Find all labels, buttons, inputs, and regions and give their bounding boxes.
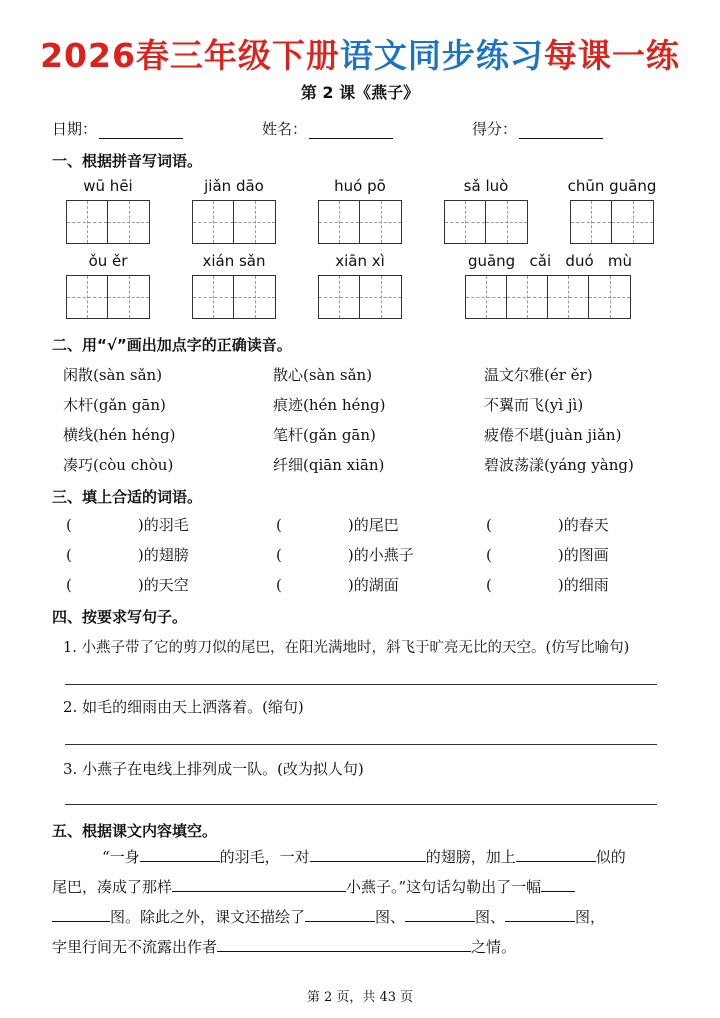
passage-text: 尾巴，凑成了那样 — [52, 878, 173, 896]
fill-word-suffix: 的春天 — [563, 516, 609, 534]
name-label: 姓名： — [262, 120, 308, 138]
page-title — [0, 30, 720, 77]
reading-item[interactable]: 不翼而飞(yì jì) — [484, 396, 584, 414]
passage-text: 图。除此之外，课文还描绘了 — [110, 908, 306, 926]
fill-word-suffix: 的小燕子 — [353, 546, 414, 564]
section-2-heading: 二、用“√”画出加点字的正确读音。 — [52, 336, 292, 354]
reading-item[interactable]: 疲倦不堪(juàn jiǎn) — [484, 426, 622, 444]
reading-item[interactable]: 闲散(sàn sǎn) — [63, 366, 163, 384]
writing-grid[interactable] — [318, 275, 402, 319]
fill-word-suffix: 的湖面 — [353, 576, 399, 594]
paren-close: ) — [557, 516, 564, 534]
passage-blank[interactable] — [541, 875, 575, 892]
fill-word-item[interactable] — [276, 514, 399, 535]
answer-line[interactable] — [65, 744, 657, 745]
fill-word-item[interactable] — [66, 574, 189, 595]
score-field — [472, 118, 603, 139]
score-blank[interactable] — [519, 122, 603, 139]
reading-item[interactable]: 笔杆(gǎn gān) — [273, 426, 376, 444]
passage-blank[interactable] — [52, 905, 110, 922]
sentence-prompt: 2. 如毛的细雨由天上洒落着。(缩句) — [63, 698, 304, 716]
writing-grid[interactable] — [465, 275, 631, 319]
writing-grid[interactable] — [66, 200, 150, 244]
title-part1: 2026春三年级下册 — [40, 36, 340, 75]
passage-text: 的翅膀，加上 — [425, 848, 516, 866]
passage-text: 图、 — [375, 908, 406, 926]
sentence-prompt: 1. 小燕子带了它的剪刀似的尾巴，在阳光满地时，斜飞于旷亮无比的天空。(仿写比喻句) — [63, 640, 630, 656]
pinyin-label: huó pō — [334, 177, 386, 195]
title-part3: 每课一练 — [543, 36, 680, 75]
passage-text: 字里行间无不流露出作者 — [52, 938, 218, 956]
passage-text: 之情。 — [471, 938, 517, 956]
paren-open: ( — [276, 516, 282, 534]
reading-item[interactable]: 木杆(gǎn gān) — [63, 396, 166, 414]
passage-line-4 — [52, 932, 672, 962]
passage-blank[interactable] — [217, 935, 471, 952]
reading-item[interactable]: 纤细(qiān xiān) — [273, 456, 385, 474]
pinyin-label: wū hēi — [83, 177, 133, 195]
passage-line-1 — [52, 842, 672, 872]
reading-item[interactable]: 散心(sàn sǎn) — [273, 366, 373, 384]
passage-text: 小燕子。”这句话勾勒出了一幅 — [346, 878, 542, 896]
passage-text: 图、 — [475, 908, 506, 926]
score-label: 得分： — [472, 120, 518, 138]
writing-grid[interactable] — [444, 200, 528, 244]
paren-close: ) — [347, 516, 354, 534]
section-3-heading: 三、填上合适的词语。 — [52, 488, 203, 506]
paren-open: ( — [486, 576, 492, 594]
writing-grid[interactable] — [192, 275, 276, 319]
writing-grid[interactable] — [570, 200, 654, 244]
fill-word-suffix: 的翅膀 — [143, 546, 189, 564]
answer-line[interactable] — [65, 684, 657, 685]
pinyin-label: sǎ luò — [463, 177, 509, 195]
fill-word-suffix: 的羽毛 — [143, 516, 189, 534]
fill-word-suffix: 的天空 — [143, 576, 189, 594]
passage-line-3 — [52, 902, 672, 932]
pinyin-label: xiān xì — [335, 252, 385, 270]
sentence-prompt: 3. 小燕子在电线上排列成一队。(改为拟人句) — [63, 760, 364, 778]
fill-word-item[interactable] — [66, 544, 189, 565]
paren-open: ( — [66, 516, 72, 534]
passage-blank[interactable] — [305, 905, 375, 922]
fill-word-suffix: 的图画 — [563, 546, 609, 564]
paren-close: ) — [557, 546, 564, 564]
date-field — [52, 118, 183, 139]
lesson-subtitle: 第 2 课《燕子》 — [300, 83, 420, 102]
writing-grid[interactable] — [192, 200, 276, 244]
passage-blank[interactable] — [405, 905, 475, 922]
paren-open: ( — [276, 546, 282, 564]
reading-item[interactable]: 横线(hén héng) — [63, 426, 176, 444]
answer-line[interactable] — [65, 804, 657, 805]
date-label: 日期： — [52, 120, 98, 138]
passage-line-2 — [52, 872, 672, 902]
fill-word-suffix: 的细雨 — [563, 576, 609, 594]
passage-text: 似的 — [595, 848, 626, 866]
reading-item[interactable]: 温文尔雅(ér ěr) — [484, 366, 593, 384]
fill-word-item[interactable] — [486, 514, 609, 535]
date-blank[interactable] — [99, 122, 183, 139]
writing-grid[interactable] — [318, 200, 402, 244]
fill-word-item[interactable] — [66, 514, 189, 535]
name-blank[interactable] — [309, 122, 393, 139]
passage-text: 的羽毛，一对 — [219, 848, 310, 866]
passage-blank[interactable] — [505, 905, 575, 922]
paren-close: ) — [557, 576, 564, 594]
fill-word-item[interactable] — [486, 574, 609, 595]
fill-word-item[interactable] — [276, 574, 399, 595]
reading-item[interactable]: 碧波荡漾(yáng yàng) — [484, 456, 634, 474]
pinyin-label: chūn guāng — [567, 177, 657, 195]
fill-word-suffix: 的尾巴 — [353, 516, 399, 534]
paren-close: ) — [347, 546, 354, 564]
paren-close: ) — [137, 546, 144, 564]
fill-word-item[interactable] — [486, 544, 609, 565]
section-4-heading: 四、按要求写句子。 — [52, 608, 188, 626]
section-1-heading: 一、根据拼音写词语。 — [52, 152, 203, 170]
paren-open: ( — [276, 576, 282, 594]
passage-text: 图， — [575, 908, 606, 926]
pinyin-label: ǒu ěr — [88, 252, 128, 270]
reading-item[interactable]: 痕迹(hén héng) — [273, 396, 386, 414]
passage-blank[interactable] — [516, 845, 596, 862]
paren-open: ( — [486, 516, 492, 534]
paren-open: ( — [66, 546, 72, 564]
paren-open: ( — [66, 576, 72, 594]
section-5-heading: 五、根据课文内容填空。 — [52, 822, 218, 840]
passage-blank[interactable] — [140, 845, 220, 862]
reading-item[interactable]: 凑巧(còu chòu) — [63, 456, 174, 474]
paren-close: ) — [347, 576, 354, 594]
fill-word-item[interactable] — [276, 544, 414, 565]
page-number-footer: 第 2 页，共 43 页 — [306, 990, 414, 1005]
paren-close: ) — [137, 576, 144, 594]
passage-blank[interactable] — [310, 845, 426, 862]
title-part2: 语文同步练习 — [339, 36, 544, 75]
passage-text: “一身 — [102, 848, 140, 866]
writing-grid[interactable] — [66, 275, 150, 319]
pinyin-label: jiǎn dāo — [204, 177, 264, 195]
pinyin-label: xián sǎn — [202, 252, 266, 270]
name-field — [262, 118, 393, 139]
paren-close: ) — [137, 516, 144, 534]
passage-blank[interactable] — [172, 875, 346, 892]
pinyin-label: guāng cǎi duó mù — [467, 252, 633, 270]
paren-open: ( — [486, 546, 492, 564]
